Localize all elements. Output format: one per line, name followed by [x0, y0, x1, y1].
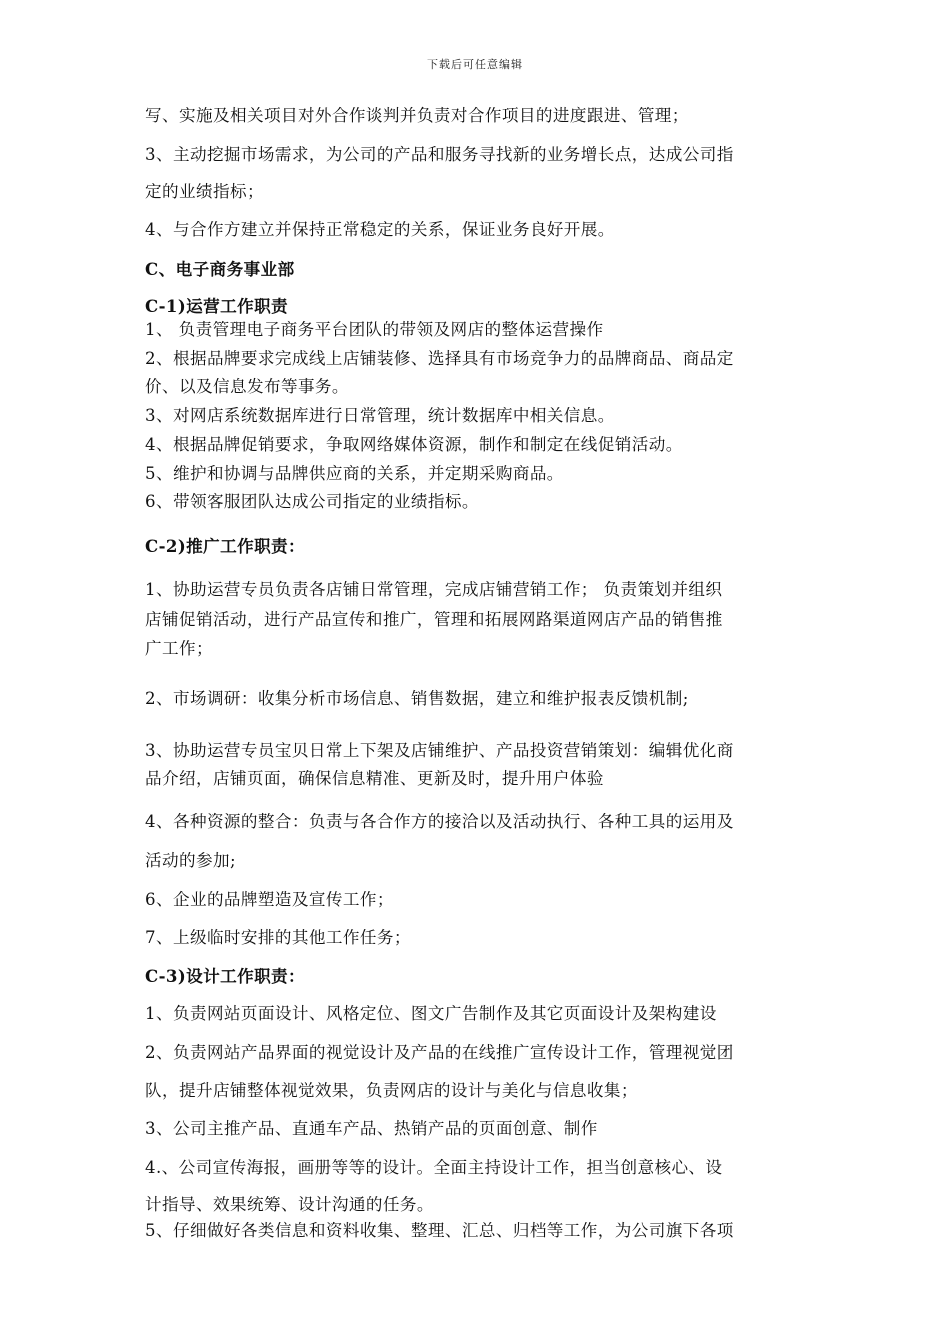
body-line: 3、协助运营专员宝贝日常上下架及店铺维护、产品投资营销策划：编辑优化商 — [145, 741, 734, 760]
body-line: 活动的参加; — [145, 851, 236, 870]
body-line: 1、负责网站页面设计、风格定位、图文广告制作及其它页面设计及架构建设 — [145, 1004, 717, 1023]
body-line: 定的业绩指标； — [145, 182, 264, 201]
body-line: 7、上级临时安排的其他工作任务； — [145, 928, 411, 947]
subsection-heading: C-1)运营工作职责 — [145, 296, 289, 316]
section-heading: C、电子商务事业部 — [145, 259, 295, 279]
body-line: 3、公司主推产品、直通车产品、热销产品的页面创意、制作 — [145, 1119, 598, 1138]
body-line: 队，提升店铺整体视觉效果，负责网店的设计与美化与信息收集； — [145, 1081, 638, 1100]
body-line: 2、市场调研：收集分析市场信息、销售数据，建立和维护报表反馈机制; — [145, 689, 689, 708]
body-line: 6、带领客服团队达成公司指定的业绩指标。 — [145, 492, 479, 511]
body-line: 4.、公司宣传海报，画册等等的设计。全面主持设计工作，担当创意核心、设 — [145, 1158, 723, 1177]
body-line: 计指导、效果统筹、设计沟通的任务。 — [145, 1195, 434, 1214]
body-line: 3、对网店系统数据库进行日常管理，统计数据库中相关信息。 — [145, 406, 615, 425]
body-line: 2、根据品牌要求完成线上店铺装修、选择具有市场竞争力的品牌商品、商品定 — [145, 349, 734, 368]
body-line: 1、协助运营专员负责各店铺日常管理，完成店铺营销工作； 负责策划并组织 — [145, 580, 723, 599]
body-line: 广工作； — [145, 639, 213, 658]
body-line: 1、 负责管理电子商务平台团队的带领及网店的整体运营操作 — [145, 320, 604, 339]
body-line: 店铺促销活动，进行产品宣传和推广，管理和拓展网路渠道网店产品的销售推 — [145, 610, 723, 629]
body-line: 品介绍，店铺页面，确保信息精准、更新及时，提升用户体验 — [145, 769, 604, 788]
body-line: 6、企业的品牌塑造及宣传工作； — [145, 890, 394, 909]
body-line: 价、以及信息发布等事务。 — [145, 377, 349, 396]
subsection-heading: C-2)推广工作职责： — [145, 536, 306, 556]
body-line: 4、各种资源的整合：负责与各合作方的接洽以及活动执行、各种工具的运用及 — [145, 812, 734, 831]
body-line: 2、负责网站产品界面的视觉设计及产品的在线推广宣传设计工作，管理视觉团 — [145, 1043, 734, 1062]
body-line: 4、与合作方建立并保持正常稳定的关系，保证业务良好开展。 — [145, 220, 615, 239]
body-line: 5、维护和协调与品牌供应商的关系，并定期采购商品。 — [145, 464, 564, 483]
subsection-heading: C-3)设计工作职责： — [145, 966, 306, 986]
body-line: 4、根据品牌促销要求，争取网络媒体资源，制作和制定在线促销活动。 — [145, 435, 683, 454]
body-line: 5、仔细做好各类信息和资料收集、整理、汇总、归档等工作，为公司旗下各项 — [145, 1221, 734, 1240]
body-line: 3、主动挖掘市场需求，为公司的产品和服务寻找新的业务增长点，达成公司指 — [145, 145, 734, 164]
page-header: 下载后可任意编辑 — [427, 58, 523, 71]
body-line: 写、实施及相关项目对外合作谈判并负责对合作项目的进度跟进、管理； — [145, 106, 689, 125]
